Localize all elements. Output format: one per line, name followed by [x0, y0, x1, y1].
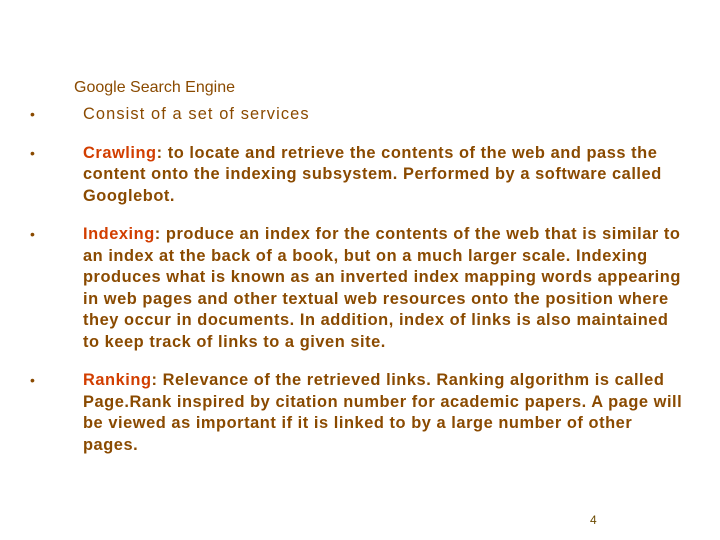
page-number: 4: [590, 513, 597, 527]
bullet-list: [30, 104, 690, 473]
bullet-text: : to locate and retrieve the contents of the web and pass the content onto the indexing subsystem. Performed by a software called Googlebot.: [83, 143, 662, 205]
bullet-indexing: [30, 224, 690, 353]
bullet-ranking: [30, 370, 690, 456]
bullet-term: Crawling: [83, 143, 157, 162]
bullet-marker: •: [30, 226, 36, 242]
bullet-term: Indexing: [83, 225, 155, 243]
bullet-marker: •: [30, 144, 36, 161]
slide-title: Google Search Engine: [74, 79, 235, 96]
bullet-services: [30, 104, 690, 126]
bullet-text: Consist of a set of services: [83, 105, 310, 123]
bullet-text: : Relevance of the retrieved links. Ranking algorithm is called Page.Rank inspired by citation number for academic papers. A page will be viewed as important if it is linked to by a large number of other pages.: [83, 371, 683, 454]
bullet-term: Ranking: [83, 371, 152, 389]
bullet-marker: •: [30, 106, 37, 122]
bullet-text: : produce an index for the contents of the web that is similar to an index at the back of a book, but on a much larger scale. Indexing produces what is known as an inverted index mapping words appearing in web pages and other textual web resources onto the position where they occur in documents. In addition, index of links is also maintained to keep track of links to a given site.: [83, 225, 681, 351]
bullet-crawling: [30, 143, 690, 208]
bullet-marker: •: [30, 372, 36, 388]
